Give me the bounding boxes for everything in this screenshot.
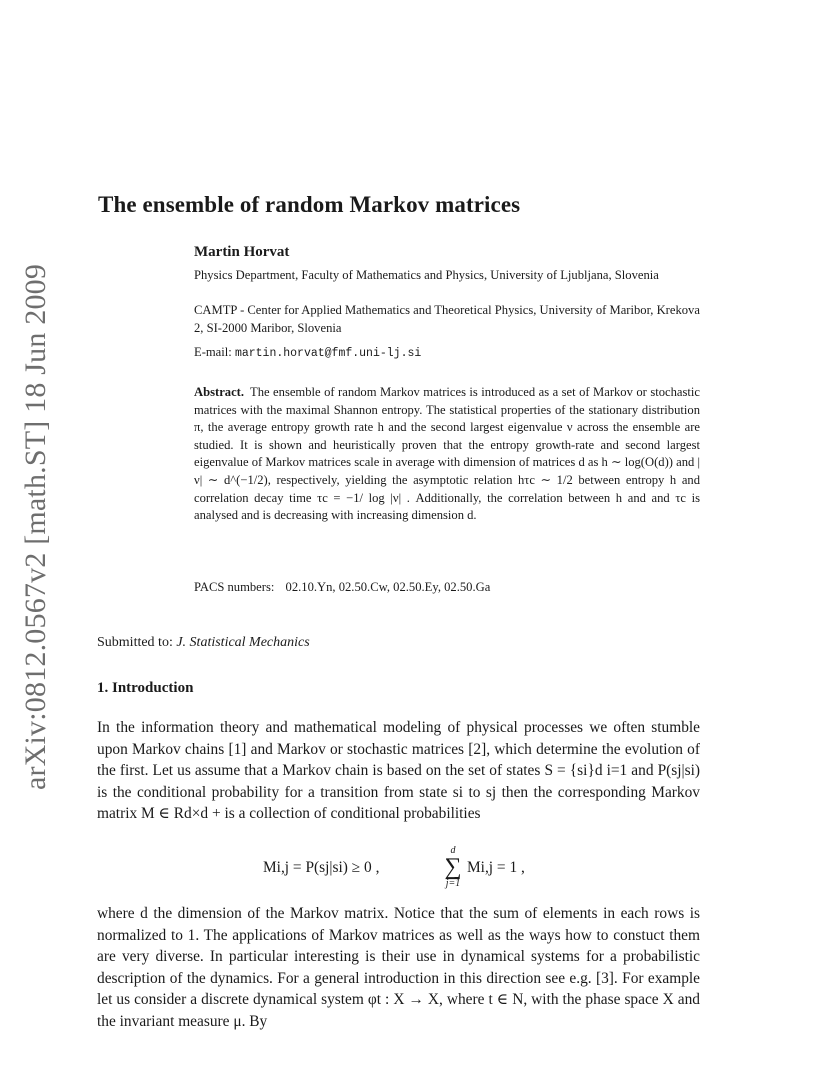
paper-title: The ensemble of random Markov matrices [98,192,521,217]
sum-lower-limit: j=1 [445,878,461,889]
email-line [194,345,421,360]
arxiv-identifier: arXiv:0812.0567v2 [math.ST] 18 Jun 2009 [19,263,52,791]
pacs-numbers [194,580,490,595]
pacs-label: PACS numbers: [194,580,275,594]
pacs-values: 02.10.Yn, 02.50.Cw, 02.50.Ey, 02.50.Ga [285,580,491,594]
abstract-text: The ensemble of random Markov matrices is introduced as a set of Markov or stochastic matrices with the maximal Shannon entropy. The statistical properties of the stationary distribution π, the average entropy growth rate h and the second largest eigenvalue ν across the ensemble are studied. It is shown and heuristically proven that the entropy growth-rate and second largest eigenvalue of Markov matrices scale in average with dimension of matrices d as h ∼ log(O(d)) and |ν| ∼ d^(−1/2), respectively, yielding the asymptotic relation hτc ∼ 1/2 between entropy h and correlation decay time τc = −1/ log |ν| . Additionally, the correlation between h and and τc is analysed and is decreasing with increasing dimension d. [194,385,700,523]
author-name: Martin Horvat [194,244,290,260]
email-label: E-mail: [194,345,232,359]
affiliation-1: Physics Department, Faculty of Mathematics and Physics, University of Ljubljana, Slovenia [194,268,659,282]
intro-paragraph: In the information theory and mathematical modeling of physical processes we often stumble upon Markov chains [1] and Markov or stochastic matrices [2], which determine the evolution of the first. Let us assume that a Markov chain is based on the set of states S = {si}d i=1 and P(sj|si) is the conditional probability for a transition from state si to sj then the corresponding Markov matrix M ∈ Rd×d + is a collection of conditional probabilities [97,719,700,823]
submitted-to [97,635,310,651]
affiliation-2: CAMTP - Center for Applied Mathematics and Theoretical Physics, University of Maribor, Krekova 2, SI-2000 Maribor, Slovenia [194,303,700,335]
sigma-icon: ∑ [444,854,462,880]
equation-rhs: Mi,j = 1 , [467,859,525,876]
equation [263,845,563,897]
submitted-label: Submitted to: [97,635,173,650]
second-paragraph: where d the dimension of the Markov matrix. Notice that the sum of elements in each rows is normalized to 1. The applications of Markov matrices as well as the ways how to constuct them are very diverse. In particular interesting is their use in dynamical systems for a probabilistic description of the dynamics. For a general introduction in this direction see e.g. [3]. For example let us consider a discrete dynamical system φt : X → X, where t ∈ N, with the phase space X and the invariant measure μ. By [97,905,700,1030]
sum-upper-limit: d [450,845,456,856]
equation-lhs: Mi,j = P(sj|si) ≥ 0 , [263,859,380,876]
abstract-label: Abstract. [194,385,245,399]
arxiv-identifier-sidebar [8,263,64,791]
email-address[interactable]: martin.horvat@fmf.uni-lj.si [234,347,422,360]
abstract [194,384,700,525]
section-heading: 1. Introduction [97,680,194,696]
summation-symbol [441,845,465,889]
submitted-journal: J. Statistical Mechanics [176,635,310,650]
